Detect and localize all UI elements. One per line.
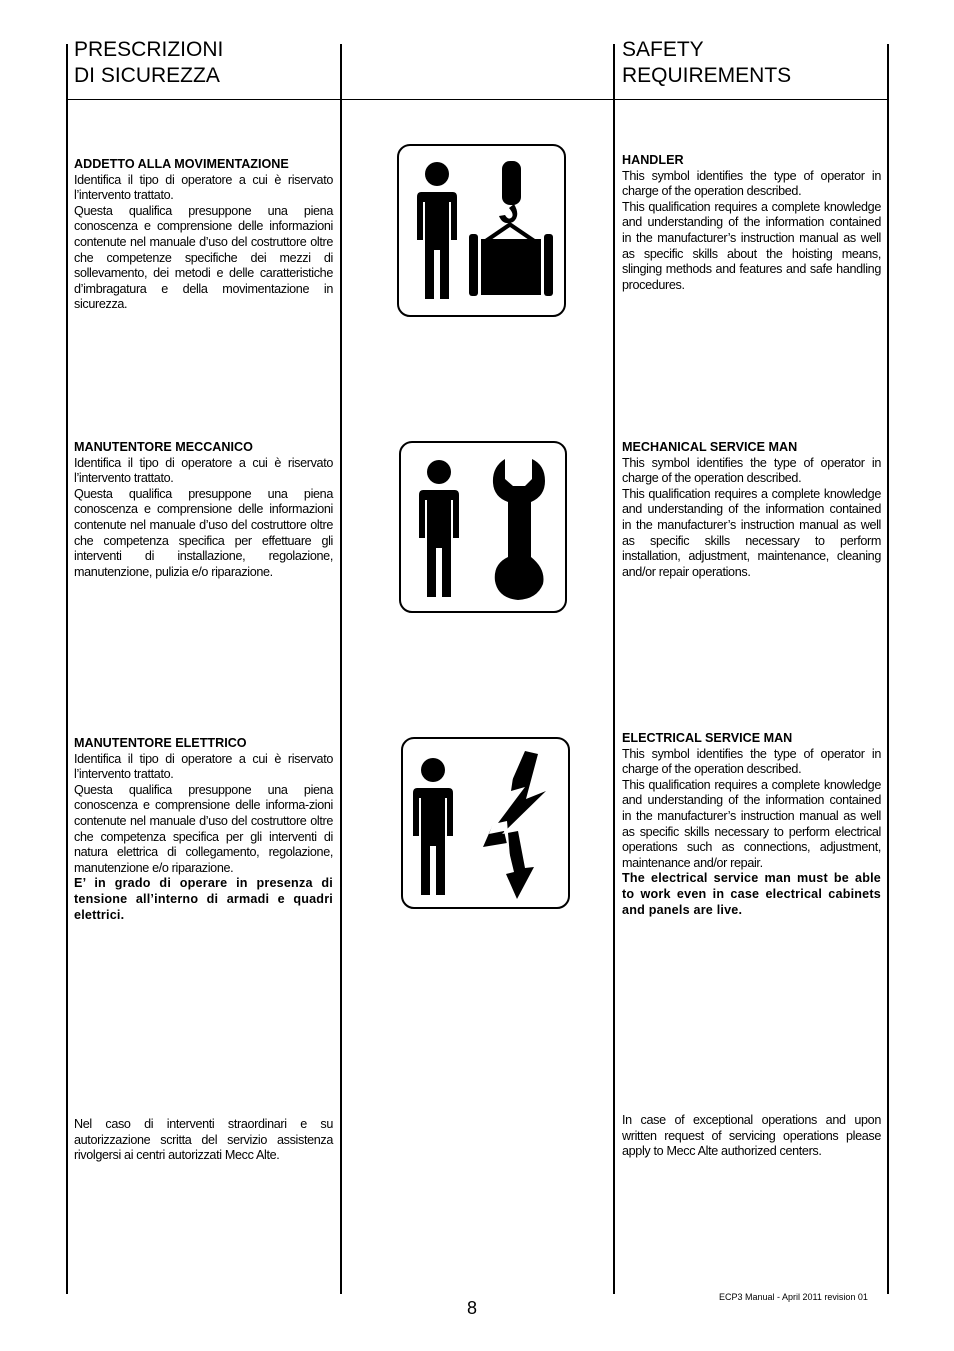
- note-english-block: [622, 1113, 881, 1160]
- warning-text: The electrical service man must be able to work even in case electrical cabinets and panels are live.: [622, 871, 881, 917]
- title-line: PRESCRIZIONI: [74, 38, 224, 61]
- handler-english-block: [622, 153, 881, 293]
- electrical-italian-block: [74, 736, 333, 923]
- mechanical-english-block: [622, 440, 881, 580]
- section-title: MANUTENTORE ELETTRICO: [74, 736, 247, 750]
- section-title: MANUTENTORE MECCANICO: [74, 440, 253, 454]
- section-text: Identifica il tipo di operatore a cui è riservato l’intervento trattato. Questa qualifica presuppone una piena conoscenza e comprensione delle informazioni contenute nel manuale d’uso del costruttore oltre che competenza specifica per effettuare gli interventi di installazione, regolazione, manutenzione, pulizia e/o riparazione.: [74, 455, 333, 579]
- column-rule-left: [66, 44, 68, 1294]
- document-reference: ECP3 Manual - April 2011 revision 01: [719, 1292, 868, 1302]
- column-rule-right: [887, 44, 889, 1294]
- handler-italian-block: [74, 157, 333, 313]
- title-line: DI SICUREZZA: [74, 64, 220, 87]
- column-rule-center-right: [613, 44, 615, 1294]
- electrical-english-block: [622, 731, 881, 918]
- person-with-hoist-icon: [397, 144, 566, 317]
- page-title-english: [622, 37, 791, 89]
- mechanical-italian-block: [74, 440, 333, 580]
- title-line: REQUIREMENTS: [622, 64, 792, 87]
- page-number: 8: [467, 1298, 478, 1318]
- note-text: Nel caso di interventi straordinari e su autorizzazione scritta del servizio assistenza rivolgersi ai centri autorizzati Mecc Alte.: [74, 1117, 333, 1163]
- header-rule: [66, 99, 888, 100]
- page-title-italian: [74, 37, 223, 89]
- note-text: In case of exceptional operations and upon written request of servicing operations please apply to Mecc Alte authorized centers.: [622, 1113, 881, 1159]
- section-text: Identifica il tipo di operatore a cui è riservato l’intervento trattato. Questa qualifica presuppone una piena conoscenza e comprensione delle informazioni contenute nel manuale d’uso del costruttore oltre che competenze specifiche dei mezzi di sollevamento, dei metodi e delle caratteristiche d’imbragatura e della movimentazione in sicurezza.: [74, 172, 333, 312]
- section-text: This symbol identifies the type of operator in charge of the operation described. This qualification requires a complete knowledge and understanding of the information contained in the manufacturer’s instruction manual as well as specific skills necessary to perform installation, adjustment, maintenance, cleaning and/or repair operations.: [622, 455, 881, 579]
- person-with-lightning-icon: [401, 737, 570, 909]
- section-title: HANDLER: [622, 153, 684, 167]
- section-text: Identifica il tipo di operatore a cui è riservato l’intervento trattato. Questa qualifica presuppone una piena conoscenza e comprensione delle informa-zioni contenute nel manuale d’uso del costruttore oltre che competenza specifica per gli interventi di natura elettrica di collegamento, regolazione, manutenzione e/o riparazione.: [74, 751, 333, 875]
- section-title: MECHANICAL SERVICE MAN: [622, 440, 798, 454]
- section-text: This symbol identifies the type of operator in charge of the operation described. This qualification requires a complete knowledge and understanding of the information contained in the manufacturer’s instruction manual as well as specific skills necessary to perform electrical operations such as connections, adjustment, maintenance and/or repair.: [622, 746, 881, 870]
- section-title: ADDETTO ALLA MOVIMENTAZIONE: [74, 157, 289, 171]
- section-text: This symbol identifies the type of operator in charge of the operation described. This qualification requires a complete knowledge and understanding of the information contained in the manufacturer’s instruction manual as well as specific skills about the hoisting means, slinging methods and features and safe handling procedures.: [622, 168, 881, 292]
- person-with-wrench-icon: [399, 441, 567, 613]
- note-italian-block: [74, 1117, 333, 1164]
- section-title: ELECTRICAL SERVICE MAN: [622, 731, 793, 745]
- warning-text: E’ in grado di operare in presenza di tensione all’interno di armadi e quadri elettrici.: [74, 876, 333, 922]
- column-rule-center-left: [340, 44, 342, 1294]
- title-line: SAFETY: [622, 38, 704, 61]
